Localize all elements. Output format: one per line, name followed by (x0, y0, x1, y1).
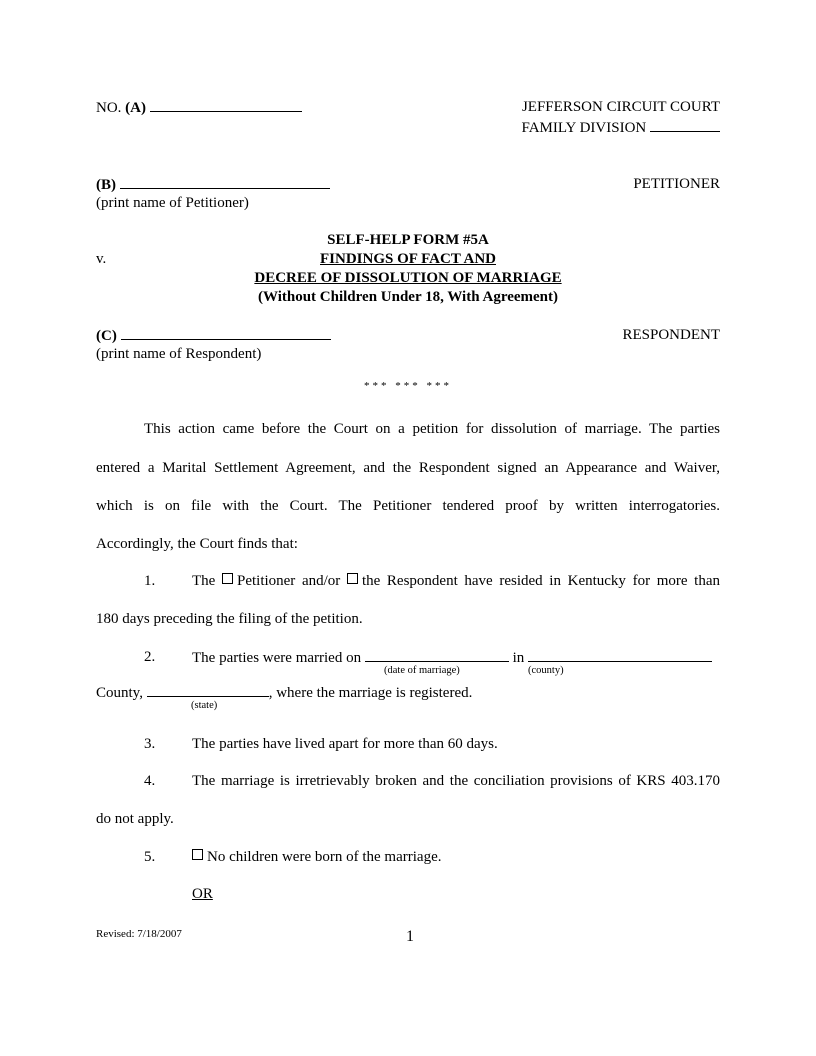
finding-4-continued: do not apply. (96, 811, 174, 827)
intro-line-4: Accordingly, the Court finds that: (96, 536, 298, 552)
court-name: JEFFERSON CIRCUIT COURT (521, 99, 720, 115)
page-number: 1 (406, 928, 414, 945)
finding-2-number: 2. (144, 649, 156, 665)
case-number-label: NO. (96, 100, 122, 116)
versus: v. (96, 251, 107, 267)
respondent-letter: (C) (96, 328, 117, 344)
finding-2-text: The parties were married on in (192, 648, 712, 667)
finding-1-text: The Petitioner and/or the Respondent have resided in Kentucky for more than (192, 573, 721, 589)
finding-3-text: The parties have lived apart for more than 60 days. (192, 736, 498, 752)
county-hint: (county) (528, 665, 564, 676)
respondent-line (96, 326, 331, 345)
title-line-1: FINDINGS OF FACT AND (320, 251, 496, 267)
form-number: SELF-HELP FORM #5A (327, 232, 489, 248)
marriage-date-blank[interactable] (365, 648, 509, 662)
respondent-name-blank[interactable] (121, 326, 331, 340)
intro-line-2: entered a Marital Settlement Agreement, and the Respondent signed an Appearance and Waiver, (96, 460, 720, 476)
revised-date: Revised: 7/18/2007 (96, 928, 182, 940)
respondent-role: RESPONDENT (622, 327, 720, 343)
respondent-hint: (print name of Respondent) (96, 346, 262, 362)
marriage-county-blank[interactable] (528, 648, 712, 662)
intro-line-3: which is on file with the Court. The Petitioner tendered proof by written interrogatories. (96, 498, 720, 514)
finding-2-continued: County, , where the marriage is registered. (96, 685, 473, 701)
finding-5-number: 5. (144, 849, 156, 865)
finding-4-text: The marriage is irretrievably broken and the conciliation provisions of KRS 403.170 (192, 773, 720, 789)
case-number-blank[interactable] (150, 98, 302, 112)
division-label: FAMILY DIVISION (521, 120, 647, 136)
case-number-letter: (A) (125, 100, 146, 116)
finding-1-continued: 180 days preceding the filing of the petition. (96, 611, 363, 627)
petitioner-hint: (print name of Petitioner) (96, 195, 249, 211)
date-of-marriage-hint: (date of marriage) (384, 665, 460, 676)
intro-line-1: This action came before the Court on a petition for dissolution of marriage. The parties (144, 421, 720, 437)
petitioner-checkbox[interactable] (222, 573, 233, 584)
marriage-state-blank[interactable] (147, 683, 269, 697)
separator: *** *** *** (364, 380, 452, 392)
or-label: OR (192, 886, 213, 902)
title-line-3: (Without Children Under 18, With Agreement) (257, 289, 559, 305)
petitioner-line (96, 175, 330, 194)
finding-3-number: 3. (144, 736, 156, 752)
family-division (522, 118, 721, 137)
no-children-checkbox[interactable] (192, 849, 203, 860)
finding-1-number: 1. (144, 573, 156, 589)
title-line-2: DECREE OF DISSOLUTION OF MARRIAGE (254, 270, 562, 286)
state-hint: (state) (191, 700, 218, 711)
case-number (96, 98, 302, 117)
respondent-checkbox[interactable] (347, 573, 358, 584)
petitioner-name-blank[interactable] (120, 175, 330, 189)
finding-4-number: 4. (144, 773, 156, 789)
petitioner-letter: (B) (96, 177, 116, 193)
division-blank[interactable] (650, 118, 720, 132)
petitioner-role: PETITIONER (633, 176, 720, 192)
finding-5-text: No children were born of the marriage. (192, 848, 442, 866)
